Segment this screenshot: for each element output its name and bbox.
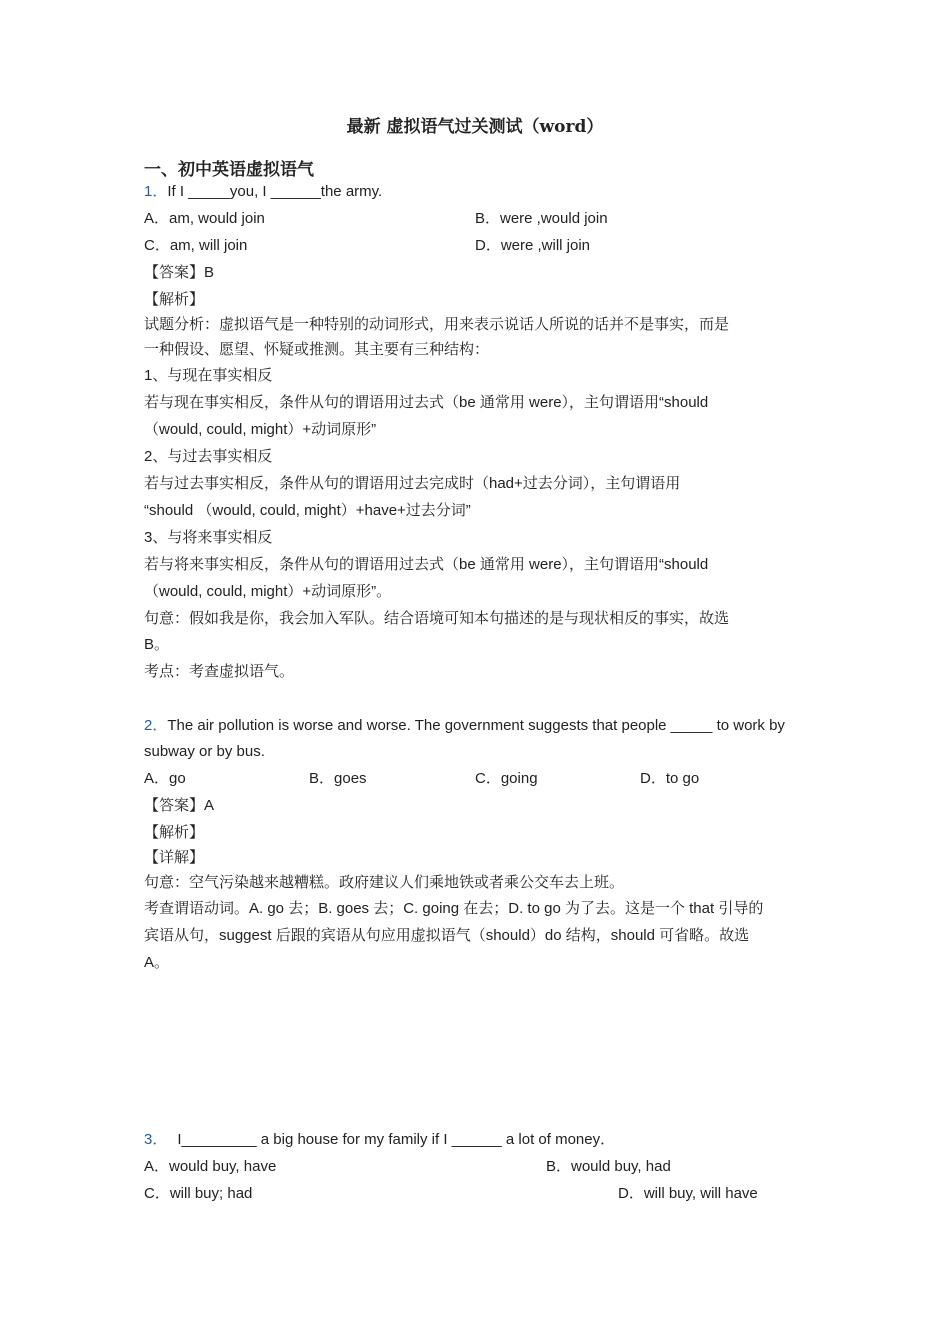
q1-analysis-line: 试题分析：虚拟语气是一种特别的动词形式，用来表示说话人所说的话并不是事实，而是 — [144, 316, 730, 333]
question-2-stem-cont: subway or by bus. — [144, 743, 265, 760]
q2-option-a: A．go — [144, 770, 186, 787]
q3-option-a: A．would buy, have — [144, 1158, 277, 1175]
question-3-stem: 3． I_________ a big house for my family if I ______ a lot of money． — [144, 1131, 616, 1148]
question-1-stem: 1．If I _____you, I ______the army. — [144, 183, 383, 200]
q1-analysis-line: 1、与现在事实相反 — [144, 367, 273, 384]
q1-analysis-line: 若与过去事实相反，条件从句的谓语用过去完成时（had+过去分词），主句谓语用 — [144, 475, 681, 492]
question-2-number: 2． — [144, 717, 168, 734]
q2-detail-line: A。 — [144, 954, 170, 971]
q1-analysis-line: （would, could, might）+动词原形” — [144, 421, 377, 438]
section-heading: 一、初中英语虚拟语气 — [144, 160, 314, 180]
document-title: 最新 虚拟语气过关测试（word） — [346, 117, 604, 137]
question-2-stem: 2．The air pollution is worse and worse. The government suggests that people _____ to work by — [144, 717, 785, 734]
q1-answer: 【答案】B — [144, 264, 215, 281]
q1-analysis-line: 2、与过去事实相反 — [144, 448, 273, 465]
q2-option-b: B．goes — [309, 770, 367, 787]
q1-analysis-line: “should （would, could, might）+have+过去分词” — [144, 502, 471, 519]
q1-analysis-label: 【解析】 — [144, 291, 205, 308]
question-1-number: 1． — [144, 183, 168, 200]
q1-analysis-line: 考点：考查虚拟语气。 — [144, 663, 295, 680]
q2-detail-line: 句意：空气污染越来越糟糕。政府建议人们乘地铁或者乘公交车去上班。 — [144, 874, 625, 891]
q1-analysis-line: （would, could, might）+动词原形”。 — [144, 583, 392, 600]
q2-detail-label: 【详解】 — [144, 849, 205, 866]
q2-analysis-label: 【解析】 — [144, 824, 205, 841]
q3-option-d: D．will buy, will have — [618, 1185, 758, 1202]
q1-analysis-line: 句意：假如我是你，我会加入军队。结合语境可知本句描述的是与现状相反的事实，故选 — [144, 610, 730, 627]
q1-analysis-line: B。 — [144, 636, 170, 653]
q1-option-d: D．were ,will join — [475, 237, 591, 254]
q2-option-c: C．going — [475, 770, 538, 787]
question-3-number: 3． — [144, 1131, 168, 1148]
q1-analysis-line: 3、与将来事实相反 — [144, 529, 273, 546]
q2-detail-line: 宾语从句，suggest 后跟的宾语从句应用虚拟语气（should）do 结构，should 可省略。故选 — [144, 927, 750, 944]
q2-detail-line: 考查谓语动词。A. go 去；B. goes 去；C. going 在去；D. to go 为了去。这是一个 that 引导的 — [144, 900, 764, 917]
q1-option-b: B．were ,would join — [475, 210, 608, 227]
q2-answer: 【答案】A — [144, 797, 215, 814]
q1-analysis-line: 若与将来事实相反，条件从句的谓语用过去式（be 通常用 were），主句谓语用“should — [144, 556, 709, 573]
q3-option-c: C．will buy; had — [144, 1185, 253, 1202]
q1-option-c: C．am, will join — [144, 237, 248, 254]
q1-option-a: A．am, would join — [144, 210, 265, 227]
q2-option-d: D．to go — [640, 770, 700, 787]
q1-analysis-line: 若与现在事实相反，条件从句的谓语用过去式（be 通常用 were），主句谓语用“should — [144, 394, 709, 411]
q3-option-b: B．would buy, had — [546, 1158, 671, 1175]
q1-analysis-line: 一种假设、愿望、怀疑或推测。其主要有三种结构： — [144, 341, 490, 358]
